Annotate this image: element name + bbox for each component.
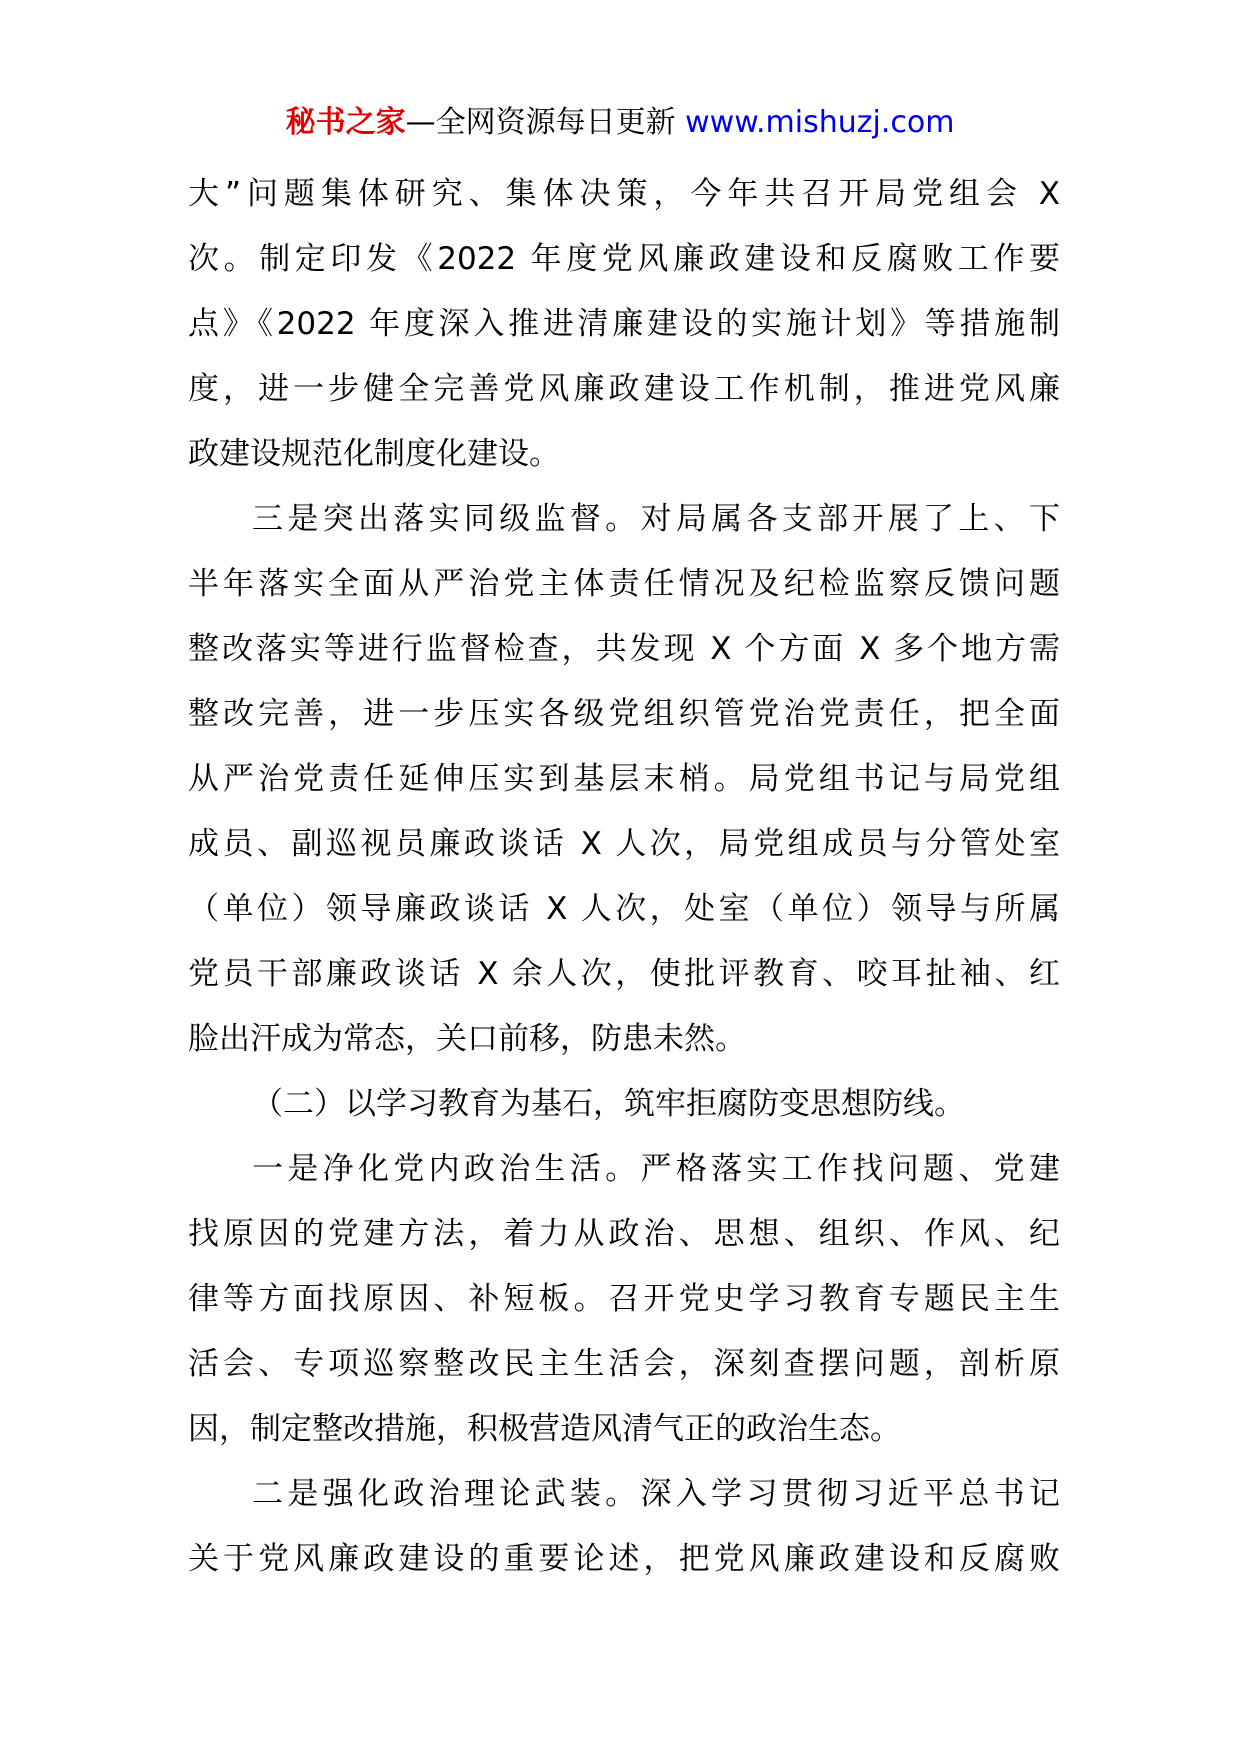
text-line: 次。制定印发《2022 年度党风廉政建设和反腐败工作要 [188, 241, 1060, 277]
paragraph-first-line: 三是突出落实同级监督。对局属各支部开展了上、下 [252, 501, 1060, 537]
text-line: 成员、副巡视员廉政谈话 X 人次，局党组成员与分管处室 [188, 826, 1060, 862]
site-brand: 秘书之家 [285, 105, 406, 140]
text-line: 党员干部廉政谈话 X 余人次，使批评教育、咬耳扯袖、红 [188, 956, 1060, 992]
text-line: 因，制定整改措施，积极营造风清气正的政治生态。 [188, 1411, 901, 1447]
site-header [0, 101, 1240, 145]
text-line: 半年落实全面从严治党主体责任情况及纪检监察反馈问题 [188, 566, 1060, 602]
text-line: 政建设规范化制度化建设。 [188, 436, 560, 472]
paragraph-first-line: 二是强化政治理论武装。深入学习贯彻习近平总书记 [252, 1476, 1060, 1512]
document-body [188, 162, 1060, 1592]
text-line: 找原因的党建方法，着力从政治、思想、组织、作风、纪 [188, 1216, 1060, 1252]
text-line: 活会、专项巡察整改民主生活会，深刻查摆问题，剖析原 [188, 1346, 1060, 1382]
text-line: 点》《2022 年度深入推进清廉建设的实施计划》等措施制 [188, 306, 1060, 342]
site-tagline: —全网资源每日更新 [405, 105, 676, 140]
text-line: 脸出汗成为常态，关口前移，防患未然。 [188, 1021, 746, 1057]
paragraph-first-line: 一是净化党内政治生活。严格落实工作找问题、党建 [252, 1151, 1060, 1187]
text-line: 从严治党责任延伸压实到基层末梢。局党组书记与局党组 [188, 761, 1060, 797]
text-line: 整改落实等进行监督检查，共发现 X 个方面 X 多个地方需 [188, 631, 1060, 667]
text-line: 大”问题集体研究、集体决策，今年共召开局党组会 X [188, 176, 1060, 212]
text-line: 关于党风廉政建设的重要论述，把党风廉政建设和反腐败 [188, 1541, 1060, 1577]
text-line: （单位）领导廉政谈话 X 人次，处室（单位）领导与所属 [188, 891, 1060, 927]
text-line: 整改完善，进一步压实各级党组织管党治党责任，把全面 [188, 696, 1060, 732]
text-line: 度，进一步健全完善党风廉政建设工作机制，推进党风廉 [188, 371, 1060, 407]
section-heading: （二）以学习教育为基石，筑牢拒腐防变思想防线。 [252, 1086, 965, 1122]
site-url-link[interactable]: www.mishuzj.com [685, 105, 955, 140]
text-line: 律等方面找原因、补短板。召开党史学习教育专题民主生 [188, 1281, 1060, 1317]
